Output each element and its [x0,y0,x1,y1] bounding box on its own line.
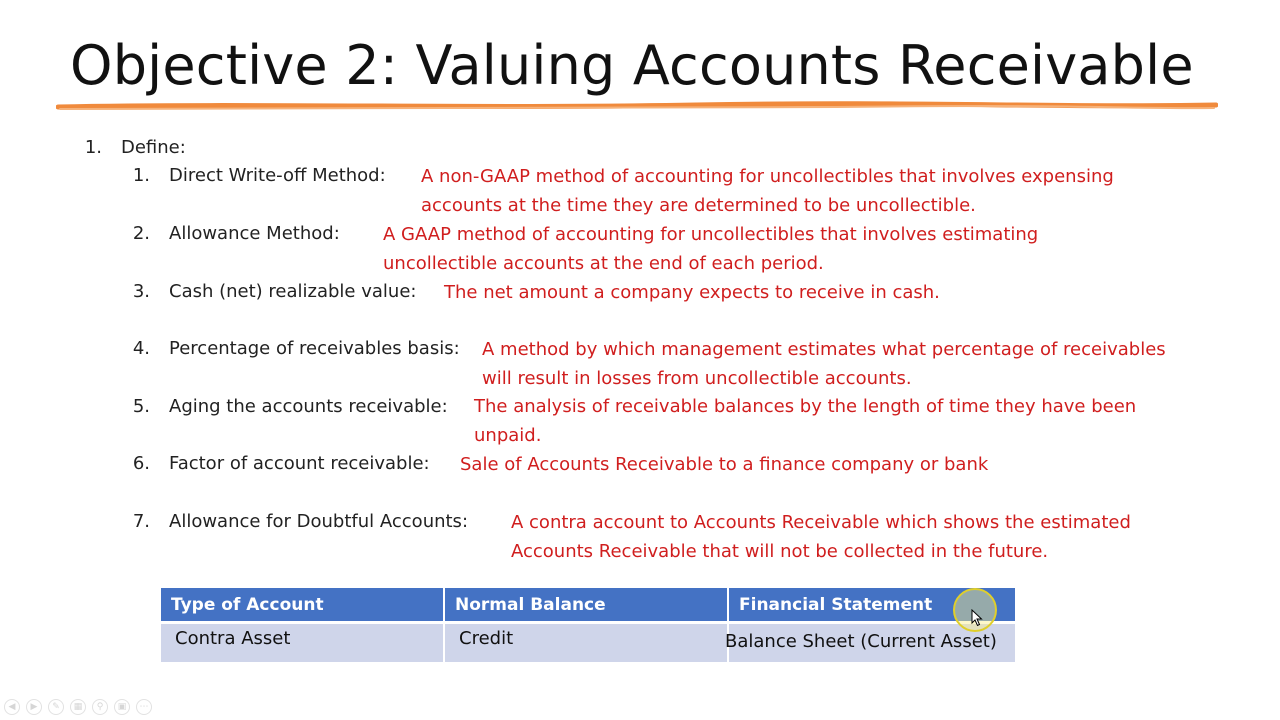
item-number: 2. [132,223,150,244]
title-underline [56,96,1218,116]
zoom-icon[interactable]: ⚲ [92,699,108,715]
item-number: 1. [132,165,150,186]
cell-type-of-account: Contra Asset [161,624,445,662]
item-number: 6. [132,453,150,474]
header-normal-balance: Normal Balance [445,588,729,624]
next-icon[interactable]: ▶ [26,699,42,715]
account-summary-table [161,588,1015,662]
definition-line: uncollectible accounts at the end of each period. [383,253,824,274]
term-factor-of-account: Factor of account receivable: [169,453,430,474]
definition-line: A non-GAAP method of accounting for uncollectibles that involves expensing [421,166,1114,187]
item-number: 3. [132,281,150,302]
definition-line: will result in losses from uncollectible accounts. [482,368,912,389]
term-allowance-method: Allowance Method: [169,223,340,244]
outline-heading: Define: [121,137,186,158]
term-aging-accounts-receivable: Aging the accounts receivable: [169,396,448,417]
definition-line: accounts at the time they are determined to be uncollectible. [421,195,976,216]
header-financial-statement: Financial Statement [729,588,1015,624]
definition-line: Sale of Accounts Receivable to a finance company or bank [460,454,989,475]
item-number: 7. [132,511,150,532]
slides-icon[interactable]: ▦ [70,699,86,715]
more-icon[interactable]: ⋯ [136,699,152,715]
table-row [161,624,1015,662]
term-allowance-doubtful-accounts: Allowance for Doubtful Accounts: [169,511,469,532]
pen-icon[interactable]: ✎ [48,699,64,715]
cell-normal-balance: Credit [445,624,729,662]
definition-line: unpaid. [474,425,542,446]
presentation-toolbar [4,699,152,715]
outline-number: 1. [84,137,102,158]
slide-title: Objective 2: Valuing Accounts Receivable [70,34,1194,97]
item-number: 5. [132,396,150,417]
term-percentage-of-receivables: Percentage of receivables basis: [169,338,460,359]
definition-line: The analysis of receivable balances by the length of time they have been [474,396,1137,417]
definition-line: A GAAP method of accounting for uncollectibles that involves estimating [383,224,1039,245]
definition-line: A contra account to Accounts Receivable which shows the estimated [511,512,1131,533]
mouse-pointer-icon [971,609,983,627]
item-number: 4. [132,338,150,359]
definition-line: Accounts Receivable that will not be collected in the future. [511,541,1049,562]
definition-line: The net amount a company expects to receive in cash. [444,282,940,303]
header-type-of-account: Type of Account [161,588,445,624]
table-header-row [161,588,1015,624]
previous-icon[interactable]: ◀ [4,699,20,715]
cell-financial-statement-text: Balance Sheet (Current Asset) [725,631,997,652]
definition-line: A method by which management estimates what percentage of receivables [482,339,1166,360]
term-direct-write-off: Direct Write-off Method: [169,165,386,186]
term-cash-realizable-value: Cash (net) realizable value: [169,281,417,302]
subtitles-icon[interactable]: ▣ [114,699,130,715]
